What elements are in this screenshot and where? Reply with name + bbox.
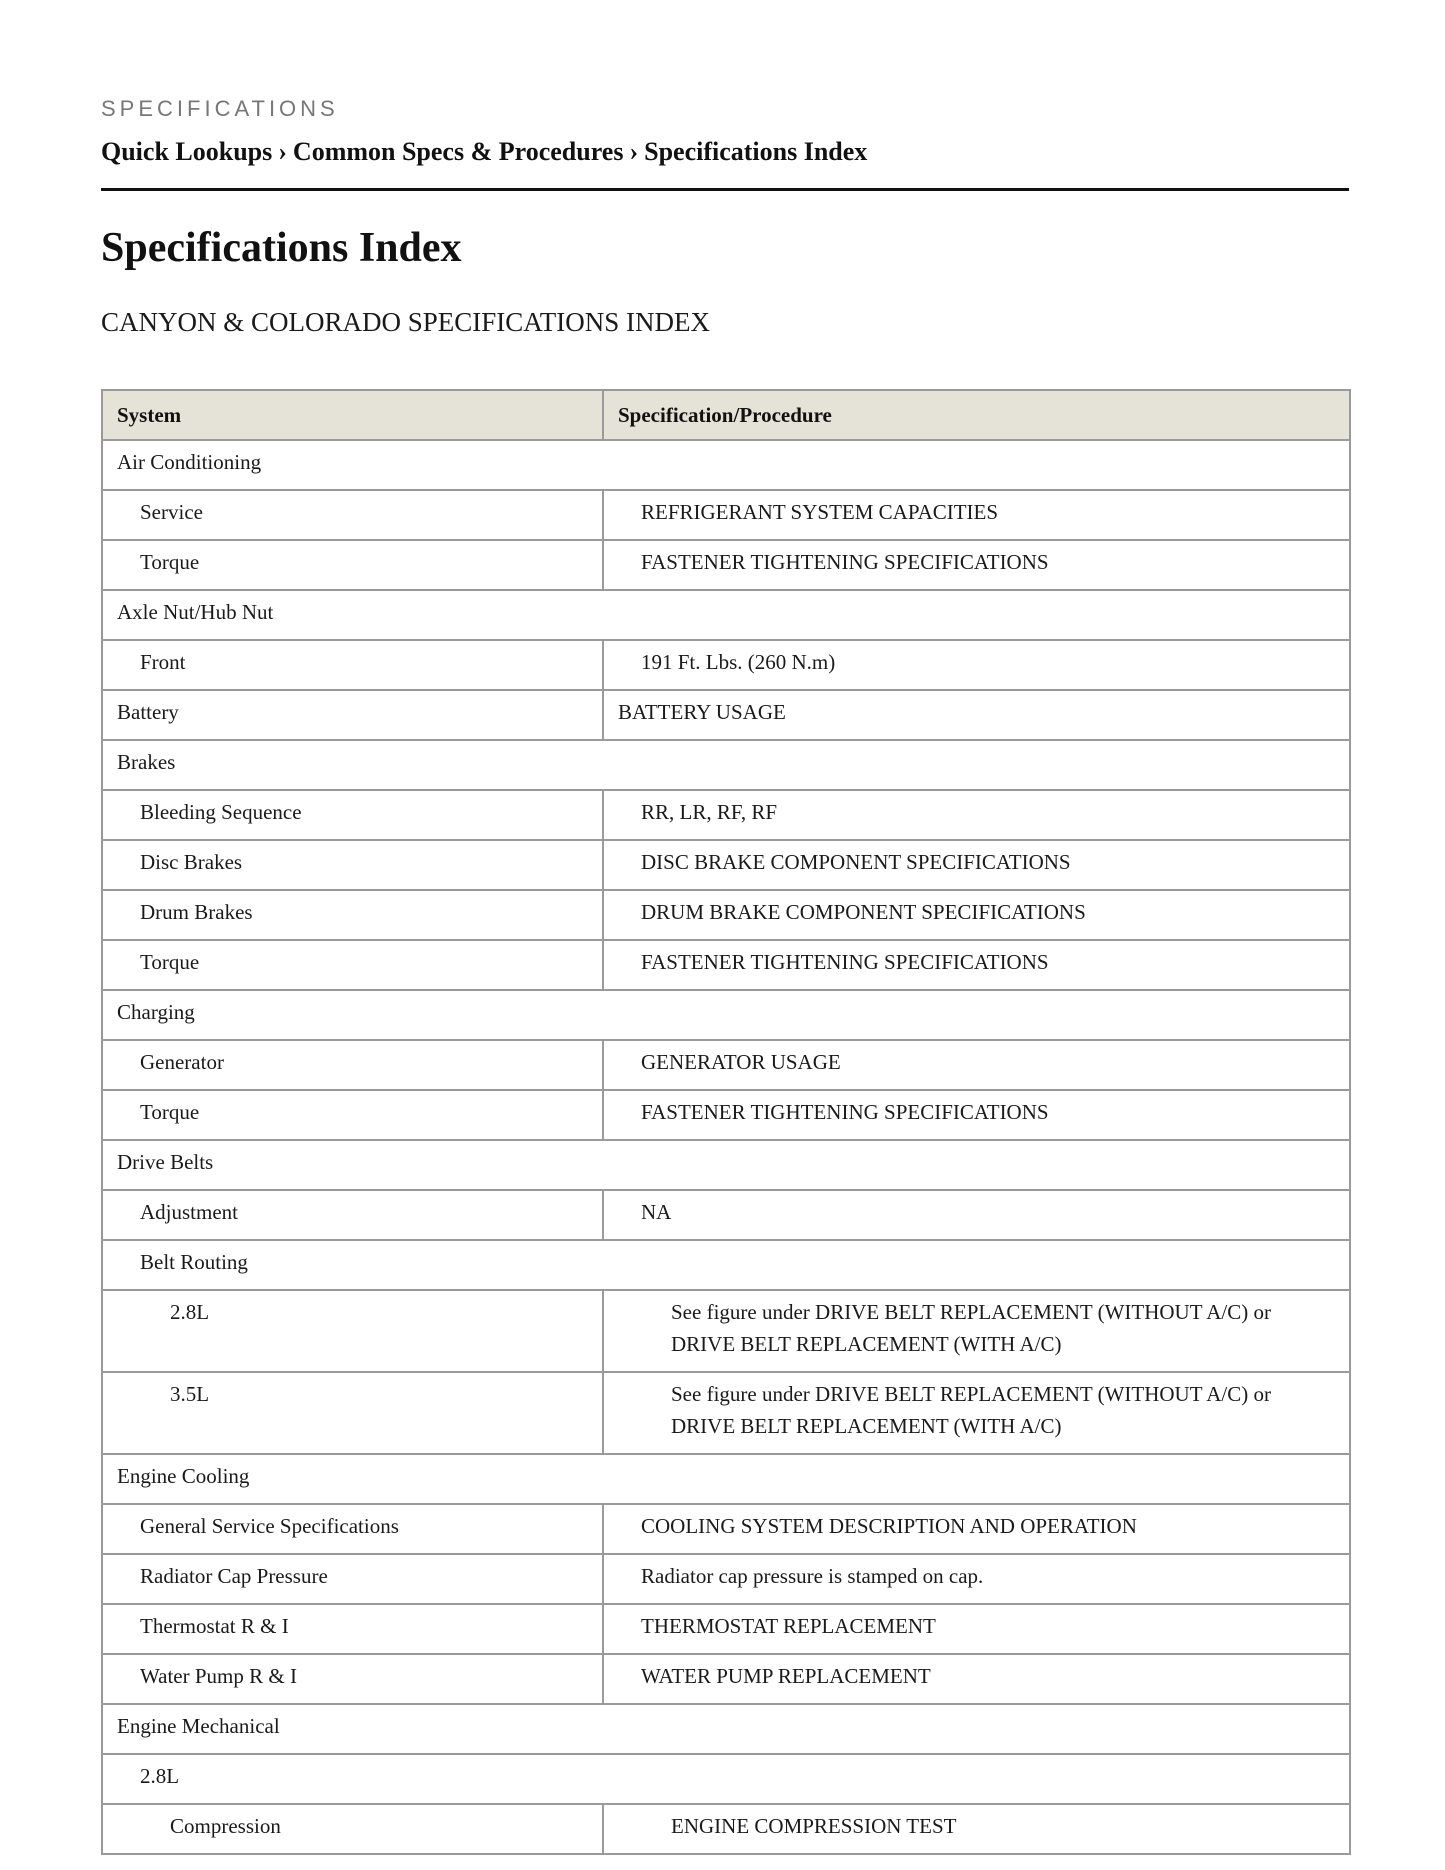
table-row bbox=[102, 1372, 1350, 1454]
table-body bbox=[102, 440, 1350, 1854]
system-cell: Front bbox=[102, 640, 603, 690]
specification-cell[interactable]: DISC BRAKE COMPONENT SPECIFICATIONS bbox=[603, 840, 1350, 890]
specification-cell[interactable]: FASTENER TIGHTENING SPECIFICATIONS bbox=[603, 540, 1350, 590]
specification-cell[interactable]: ENGINE COMPRESSION TEST bbox=[603, 1804, 1350, 1854]
table-row bbox=[102, 640, 1350, 690]
system-cell: Compression bbox=[102, 1804, 603, 1854]
breadcrumb-separator: › bbox=[629, 137, 639, 166]
system-cell: Service bbox=[102, 490, 603, 540]
specification-cell[interactable]: GENERATOR USAGE bbox=[603, 1040, 1350, 1090]
subgroup-cell: 2.8L bbox=[102, 1754, 1350, 1804]
system-cell: Drum Brakes bbox=[102, 890, 603, 940]
breadcrumb-item-current: Specifications Index bbox=[644, 137, 868, 166]
table-row bbox=[102, 790, 1350, 840]
table-row bbox=[102, 1654, 1350, 1704]
system-cell: Adjustment bbox=[102, 1190, 603, 1240]
specification-cell[interactable]: REFRIGERANT SYSTEM CAPACITIES bbox=[603, 490, 1350, 540]
system-cell: 2.8L bbox=[102, 1290, 603, 1372]
system-group-cell: Drive Belts bbox=[102, 1140, 1350, 1190]
table-row bbox=[102, 440, 1350, 490]
column-header-spec: Specification/Procedure bbox=[603, 390, 1350, 440]
system-cell: 3.5L bbox=[102, 1372, 603, 1454]
system-cell: Bleeding Sequence bbox=[102, 790, 603, 840]
table-row bbox=[102, 1090, 1350, 1140]
system-cell: Thermostat R & I bbox=[102, 1604, 603, 1654]
system-group-cell: Air Conditioning bbox=[102, 440, 1350, 490]
table-row bbox=[102, 1140, 1350, 1190]
system-group-cell: Brakes bbox=[102, 740, 1350, 790]
breadcrumb-item-quick-lookups[interactable]: Quick Lookups bbox=[101, 137, 273, 166]
table-row bbox=[102, 490, 1350, 540]
system-group-cell: Charging bbox=[102, 990, 1350, 1040]
table-row bbox=[102, 1040, 1350, 1090]
table-row bbox=[102, 1454, 1350, 1504]
table-row bbox=[102, 1754, 1350, 1804]
breadcrumb-separator: › bbox=[278, 137, 287, 166]
system-cell: Torque bbox=[102, 1090, 603, 1140]
table-row bbox=[102, 940, 1350, 990]
table-row bbox=[102, 1190, 1350, 1240]
specification-cell[interactable]: FASTENER TIGHTENING SPECIFICATIONS bbox=[603, 940, 1350, 990]
specification-cell[interactable]: FASTENER TIGHTENING SPECIFICATIONS bbox=[603, 1090, 1350, 1140]
specification-cell[interactable]: DRUM BRAKE COMPONENT SPECIFICATIONS bbox=[603, 890, 1350, 940]
table-row bbox=[102, 1504, 1350, 1554]
index-subtitle: CANYON & COLORADO SPECIFICATIONS INDEX bbox=[101, 307, 711, 337]
subgroup-cell: Belt Routing bbox=[102, 1240, 1350, 1290]
breadcrumb bbox=[101, 137, 867, 167]
table-row bbox=[102, 740, 1350, 790]
system-group-cell: Engine Cooling bbox=[102, 1454, 1350, 1504]
specification-cell[interactable]: See figure under DRIVE BELT REPLACEMENT (WITHOUT A/C) or DRIVE BELT REPLACEMENT (WITH A/C) bbox=[603, 1372, 1350, 1454]
system-cell: Battery bbox=[102, 690, 603, 740]
header-divider bbox=[101, 188, 1349, 191]
table-row bbox=[102, 1240, 1350, 1290]
specifications-table bbox=[101, 389, 1351, 1855]
system-cell: General Service Specifications bbox=[102, 1504, 603, 1554]
system-group-cell: Axle Nut/Hub Nut bbox=[102, 590, 1350, 640]
table-row bbox=[102, 990, 1350, 1040]
table-row bbox=[102, 690, 1350, 740]
table-row bbox=[102, 1554, 1350, 1604]
table-row bbox=[102, 1604, 1350, 1654]
system-cell: Torque bbox=[102, 940, 603, 990]
system-cell: Torque bbox=[102, 540, 603, 590]
section-eyebrow: SPECIFICATIONS bbox=[101, 96, 339, 121]
table-row bbox=[102, 590, 1350, 640]
table-row bbox=[102, 1804, 1350, 1854]
system-cell: Disc Brakes bbox=[102, 840, 603, 890]
specification-cell[interactable]: THERMOSTAT REPLACEMENT bbox=[603, 1604, 1350, 1654]
breadcrumb-item-common-specs[interactable]: Common Specs & Procedures bbox=[292, 137, 624, 166]
table-row bbox=[102, 890, 1350, 940]
system-cell: Water Pump R & I bbox=[102, 1654, 603, 1704]
system-group-cell: Engine Mechanical bbox=[102, 1704, 1350, 1754]
page-title: Specifications Index bbox=[101, 225, 462, 271]
specification-cell[interactable]: COOLING SYSTEM DESCRIPTION AND OPERATION bbox=[603, 1504, 1350, 1554]
system-cell: Generator bbox=[102, 1040, 603, 1090]
table-row bbox=[102, 1704, 1350, 1754]
table-header-row bbox=[102, 390, 1350, 440]
column-header-system: System bbox=[102, 390, 603, 440]
table-row bbox=[102, 1290, 1350, 1372]
specification-cell[interactable]: WATER PUMP REPLACEMENT bbox=[603, 1654, 1350, 1704]
system-cell: Radiator Cap Pressure bbox=[102, 1554, 603, 1604]
table-row bbox=[102, 840, 1350, 890]
specification-cell[interactable]: NA bbox=[603, 1190, 1350, 1240]
specification-cell[interactable]: 191 Ft. Lbs. (260 N.m) bbox=[603, 640, 1350, 690]
specification-cell[interactable]: BATTERY USAGE bbox=[603, 690, 1350, 740]
table-row bbox=[102, 540, 1350, 590]
specification-cell[interactable]: Radiator cap pressure is stamped on cap. bbox=[603, 1554, 1350, 1604]
specification-cell[interactable]: RR, LR, RF, RF bbox=[603, 790, 1350, 840]
specification-cell[interactable]: See figure under DRIVE BELT REPLACEMENT (WITHOUT A/C) or DRIVE BELT REPLACEMENT (WITH A/C) bbox=[603, 1290, 1350, 1372]
